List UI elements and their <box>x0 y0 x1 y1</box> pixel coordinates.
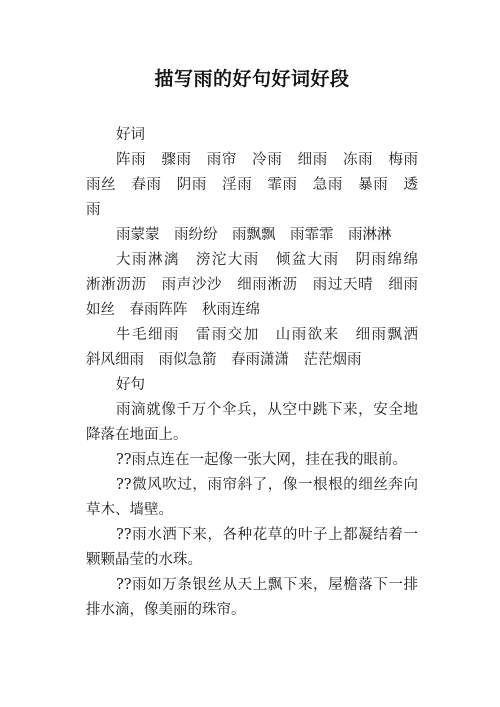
sentence-paragraph: ??雨水洒下来，各种花草的叶子上都凝结着一颗颗晶莹的水珠。 <box>86 527 418 568</box>
word-paragraph: 牛毛细雨 雷雨交加 山雨欲来 细雨飘洒 斜风细雨 雨似急箭 春雨潇潇 茫茫烟雨 <box>86 327 433 368</box>
sentence-paragraph: ??雨如万条银丝从天上飘下来，屋檐落下一排排水滴，像美丽的珠帘。 <box>86 577 418 618</box>
section-heading: 好词 <box>116 127 145 143</box>
section-good-sentences <box>86 373 418 623</box>
sentence-paragraph: 雨滴就像千万个伞兵，从空中跳下来，安全地降落在地面上。 <box>86 402 418 443</box>
word-paragraph: 雨蒙蒙 雨纷纷 雨飘飘 雨霏霏 雨淋淋 <box>116 227 392 243</box>
word-paragraph: 阵雨 骤雨 雨帘 冷雨 细雨 冻雨 梅雨 雨丝 春雨 阴雨 淫雨 霏雨 急雨 暴雨 透雨 <box>86 152 433 218</box>
section-good-words <box>86 123 433 373</box>
word-paragraph: 大雨淋漓 滂沱大雨 倾盆大雨 阴雨绵绵 淅淅沥沥 雨声沙沙 细雨淅沥 雨过天晴 细雨如丝 春雨阵阵 秋雨连绵 <box>86 252 433 318</box>
section-heading: 好句 <box>116 377 145 393</box>
sentence-paragraph: ??雨点连在一起像一张大网，挂在我的眼前。 <box>116 452 408 468</box>
document-title: 描写雨的好句好词好段 <box>154 68 350 90</box>
sentence-paragraph: ??微风吹过，雨帘斜了，像一根根的细丝奔向草木、墙壁。 <box>86 477 418 518</box>
